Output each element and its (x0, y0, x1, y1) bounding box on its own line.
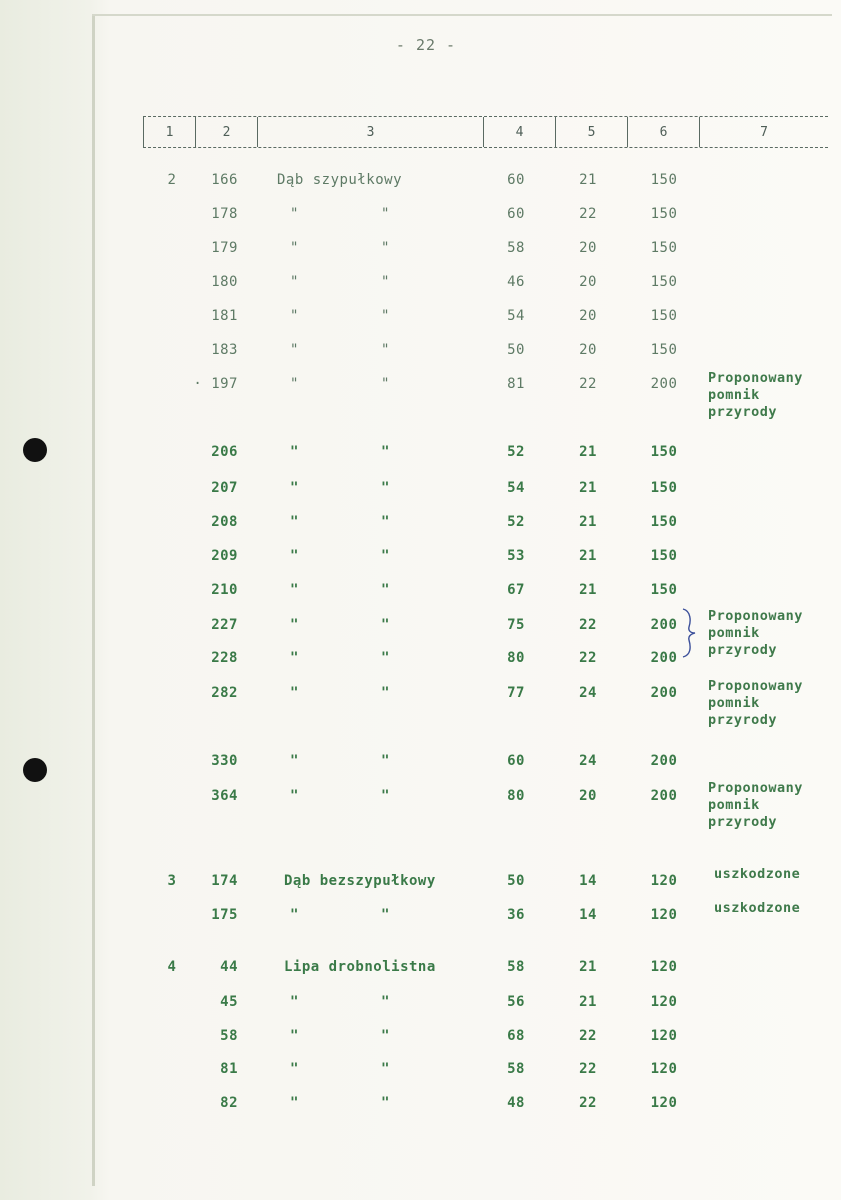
ditto-mark: " (381, 206, 390, 222)
ditto-mark: " (381, 753, 390, 769)
cell-col-6: 150 (650, 206, 678, 222)
tree-number: 208 (211, 514, 238, 530)
tree-number: 82 (220, 1095, 238, 1111)
cell-col-4: 50 (507, 873, 525, 889)
tree-number: 210 (211, 582, 238, 598)
tree-number: 228 (211, 650, 238, 666)
cell-col-6: 150 (650, 240, 678, 256)
cell-col-5: 20 (579, 788, 597, 804)
punch-hole-bottom (23, 758, 47, 782)
header-col-2: 2 (196, 117, 258, 147)
cell-col-5: 21 (579, 172, 597, 188)
ditto-mark: " (381, 514, 390, 530)
tree-number: 44 (220, 959, 238, 975)
remark-line: Proponowany (708, 608, 803, 624)
cell-col-5: 22 (579, 1095, 597, 1111)
cell-col-4: 60 (507, 206, 525, 222)
ditto-mark: " (290, 753, 299, 769)
ditto-mark: " (290, 480, 299, 496)
remark-line: przyrody (708, 404, 778, 420)
ditto-mark: " (290, 1061, 299, 1077)
cell-col-6: 120 (650, 1028, 678, 1044)
ditto-mark: " (381, 376, 390, 392)
tree-number: 180 (211, 274, 238, 290)
tree-number: 45 (220, 994, 238, 1010)
tree-number: 166 (211, 172, 238, 188)
cell-col-6: 120 (650, 907, 678, 923)
cell-col-4: 75 (507, 617, 525, 633)
tree-number: 209 (211, 548, 238, 564)
cell-col-5: 24 (579, 685, 597, 701)
cell-col-4: 60 (507, 753, 525, 769)
cell-col-6: 200 (650, 650, 678, 666)
cell-col-6: 120 (650, 873, 678, 889)
ditto-mark: " (290, 617, 299, 633)
cell-col-4: 58 (507, 240, 525, 256)
cell-col-5: 21 (579, 480, 597, 496)
tree-number: 206 (211, 444, 238, 460)
tree-number: 175 (211, 907, 238, 923)
ditto-mark: " (290, 548, 299, 564)
cell-col-5: 22 (579, 1061, 597, 1077)
ditto-mark: " (381, 617, 390, 633)
tree-number: 364 (211, 788, 238, 804)
ditto-mark: " (290, 308, 299, 324)
cell-col-5: 14 (579, 907, 597, 923)
cell-col-6: 150 (650, 582, 678, 598)
remark-line: pomnik (708, 695, 760, 711)
cell-col-4: 53 (507, 548, 525, 564)
tree-number: 183 (211, 342, 238, 358)
tree-number: 282 (211, 685, 238, 701)
ditto-mark: " (381, 548, 390, 564)
ditto-mark: " (290, 907, 299, 923)
cell-col-6: 200 (650, 376, 678, 392)
ditto-mark: " (290, 1028, 299, 1044)
ditto-mark: " (381, 480, 390, 496)
remark-line: pomnik (708, 625, 760, 641)
cell-col-5: 22 (579, 650, 597, 666)
cell-col-4: 81 (507, 376, 525, 392)
cell-col-5: 22 (579, 617, 597, 633)
header-col-3: 3 (258, 117, 484, 147)
remark-line: przyrody (708, 814, 778, 830)
cell-col-4: 48 (507, 1095, 525, 1111)
cell-col-6: 150 (650, 480, 678, 496)
page-edge-left (92, 16, 95, 1186)
cell-col-6: 200 (650, 788, 678, 804)
ditto-mark: " (290, 582, 299, 598)
ditto-mark: " (290, 514, 299, 530)
cell-col-5: 22 (579, 206, 597, 222)
cell-col-6: 150 (650, 342, 678, 358)
cell-col-5: 20 (579, 274, 597, 290)
cell-col-4: 56 (507, 994, 525, 1010)
cell-col-4: 60 (507, 172, 525, 188)
remark-line: uszkodzone (714, 866, 801, 882)
cell-col-5: 21 (579, 444, 597, 460)
tree-number: 181 (211, 308, 238, 324)
remark-line: uszkodzone (714, 900, 801, 916)
cell-col-5: 21 (579, 582, 597, 598)
remark-line: pomnik (708, 387, 760, 403)
tree-number: 179 (211, 240, 238, 256)
cell-col-4: 46 (507, 274, 525, 290)
cell-col-5: 21 (579, 959, 597, 975)
cell-col-5: 20 (579, 308, 597, 324)
ditto-mark: " (290, 240, 299, 256)
remark-line: pomnik (708, 797, 760, 813)
cell-col-6: 150 (650, 548, 678, 564)
cell-col-6: 200 (650, 685, 678, 701)
cell-col-4: 67 (507, 582, 525, 598)
cell-col-6: 120 (650, 959, 678, 975)
cell-col-5: 21 (579, 514, 597, 530)
cell-col-4: 80 (507, 788, 525, 804)
ditto-mark: " (290, 994, 299, 1010)
remark-line: Proponowany (708, 370, 803, 386)
tree-number: 227 (211, 617, 238, 633)
tree-number: 174 (211, 873, 238, 889)
ditto-mark: " (290, 650, 299, 666)
cell-col-6: 150 (650, 274, 678, 290)
species-name: Lipa drobnolistna (284, 959, 436, 975)
ditto-mark: " (381, 582, 390, 598)
cell-col-5: 21 (579, 548, 597, 564)
ditto-mark: " (381, 1028, 390, 1044)
remark-line: Proponowany (708, 678, 803, 694)
cell-col-4: 80 (507, 650, 525, 666)
table-header-row (143, 116, 828, 148)
tree-number: 81 (220, 1061, 238, 1077)
remark-line: przyrody (708, 642, 778, 658)
ditto-mark: " (290, 444, 299, 460)
remark-line: przyrody (708, 712, 778, 728)
ditto-mark: " (381, 308, 390, 324)
cell-col-4: 36 (507, 907, 525, 923)
cell-col-6: 150 (650, 172, 678, 188)
ditto-mark: " (381, 1061, 390, 1077)
ditto-mark: " (381, 444, 390, 460)
ditto-mark: " (381, 274, 390, 290)
cell-col-5: 24 (579, 753, 597, 769)
cell-col-5: 22 (579, 376, 597, 392)
cell-col-4: 54 (507, 308, 525, 324)
cell-col-5: 14 (579, 873, 597, 889)
cell-col-6: 150 (650, 308, 678, 324)
header-col-5: 5 (556, 117, 628, 147)
punch-hole-top (23, 438, 47, 462)
cell-col-5: 22 (579, 1028, 597, 1044)
group-number: 4 (167, 959, 177, 975)
ditto-mark: " (381, 685, 390, 701)
header-col-1: 1 (144, 117, 196, 147)
ditto-mark: " (381, 907, 390, 923)
tree-number: 207 (211, 480, 238, 496)
brace-mark (679, 607, 701, 659)
cell-col-4: 58 (507, 959, 525, 975)
cell-col-6: 120 (650, 1061, 678, 1077)
cell-col-4: 50 (507, 342, 525, 358)
tree-number: 58 (220, 1028, 238, 1044)
cell-col-6: 120 (650, 1095, 678, 1111)
species-name: Dąb szypułkowy (277, 172, 403, 188)
ditto-mark: " (381, 240, 390, 256)
cell-col-6: 150 (650, 514, 678, 530)
ditto-mark: " (290, 274, 299, 290)
remark-line: Proponowany (708, 780, 803, 796)
group-number: 3 (167, 873, 177, 889)
species-name: Dąb bezszypułkowy (284, 873, 436, 889)
ditto-mark: " (381, 994, 390, 1010)
ditto-mark: " (290, 788, 299, 804)
tree-number: 178 (211, 206, 238, 222)
ditto-mark: " (381, 1095, 390, 1111)
group-number: 2 (167, 172, 177, 188)
ditto-mark: " (381, 342, 390, 358)
cell-col-5: 20 (579, 240, 597, 256)
header-col-6: 6 (628, 117, 700, 147)
cell-col-4: 68 (507, 1028, 525, 1044)
header-col-4: 4 (484, 117, 556, 147)
cell-col-4: 52 (507, 444, 525, 460)
cell-col-6: 120 (650, 994, 678, 1010)
ditto-mark: " (290, 206, 299, 222)
ditto-mark: " (290, 376, 299, 392)
ditto-mark: " (290, 685, 299, 701)
cell-col-6: 200 (650, 753, 678, 769)
cell-col-5: 20 (579, 342, 597, 358)
tree-number: 330 (211, 753, 238, 769)
cell-col-5: 21 (579, 994, 597, 1010)
page-number: - 22 - (395, 36, 457, 54)
header-col-7: 7 (760, 124, 768, 140)
ditto-mark: " (290, 342, 299, 358)
page-edge-top (92, 14, 832, 16)
cell-col-4: 52 (507, 514, 525, 530)
ditto-mark: " (381, 650, 390, 666)
cell-col-4: 54 (507, 480, 525, 496)
cell-col-6: 200 (650, 617, 678, 633)
ditto-mark: " (290, 1095, 299, 1111)
tree-number: · 197 (193, 376, 238, 392)
cell-col-4: 58 (507, 1061, 525, 1077)
cell-col-6: 150 (650, 444, 678, 460)
cell-col-4: 77 (507, 685, 525, 701)
ditto-mark: " (381, 788, 390, 804)
